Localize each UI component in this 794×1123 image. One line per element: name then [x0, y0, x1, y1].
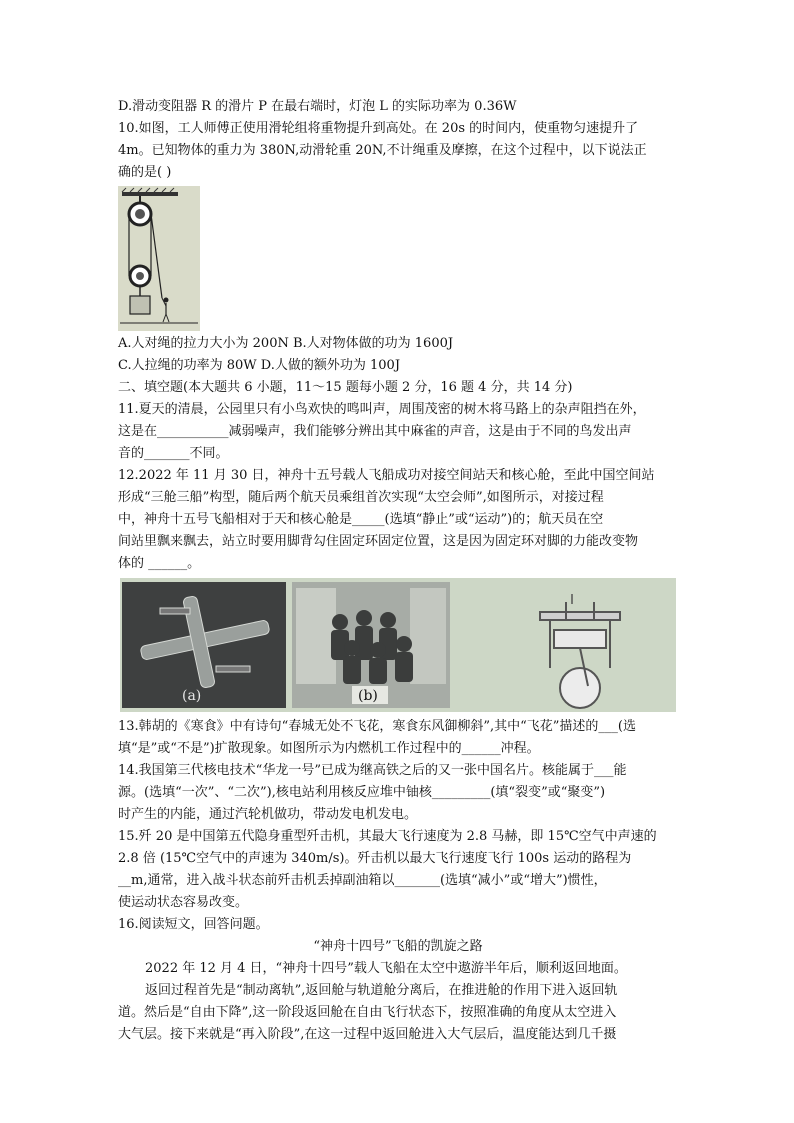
question-10-text: 10.如图，工人师傅正使用滑轮组将重物提升到高处。在 20s 的时间内，使重物匀速提升了 — [118, 121, 639, 136]
question-12-text-2: 形成“三舱三船”构型，随后两个航天员乘组首次实现“太空会师”,如图所示，对接过程 — [118, 490, 604, 505]
question-15-text-2: 2.8 倍 (15℃空气中的声速为 340m/s)。歼击机以最大飞行速度飞行 100s 运动的路程为 — [118, 851, 632, 866]
question-10-text-2: 4m。已知物体的重力为 380N,动滑轮重 20N,不计绳重及摩擦，在这个过程中，以下说法正 — [118, 143, 647, 158]
reading-paragraph-1: 2022 年 12 月 4 日，“神舟十四号”载人飞船在太空中遨游半年后，顺利返回地面。 — [145, 961, 627, 976]
section-2-heading: 二、填空题(本大题共 6 小题，11～15 题每小题 2 分，16 题 4 分，共 14 分) — [118, 380, 573, 395]
question-12-text-5: 体的 ______。 — [118, 556, 201, 571]
question-11-text-2: 这是在___________减弱噪声，我们能够分辨出其中麻雀的声音，这是由于不同的鸟发出声 — [118, 424, 632, 439]
question-10-text-3: 确的是( ) — [118, 165, 172, 180]
question-15-text: 15.歼 20 是中国第五代隐身重型歼击机，其最大飞行速度为 2.8 马赫，即 15℃空气中声速的 — [118, 829, 657, 844]
reading-paragraph-2-cont-2: 大气层。接下来就是“再入阶段”,在这一过程中返回舱进入大气层后，温度能达到几千摄 — [118, 1027, 617, 1042]
figure-strip — [120, 578, 676, 712]
question-14-text: 14.我国第三代核电技术“华龙一号”已成为继高铁之后的又一张中国名片。核能属于___能 — [118, 763, 627, 778]
question-15-text-3: __m,通常，进入战斗状态前歼击机丢掉副油箱以_______(选填“减小”或“增大”)惯性， — [118, 873, 607, 888]
question-16-text: 16.阅读短文，回答问题。 — [118, 917, 269, 932]
figure-b-label: (b) — [358, 688, 378, 704]
question-12-text-3: 中，神舟十五号飞船相对于天和核心舱是_____(选填“静止”或“运动”)的；航天员在空 — [118, 512, 604, 527]
reading-paragraph-2-cont: 道。然后是“自由下降”,这一阶段返回舱在自由飞行状态下，按照准确的角度从太空进入 — [118, 1005, 617, 1020]
question-14-text-2: 源。(选填“一次”、“二次”),核电站利用核反应堆中铀核_________(填“裂变”或“聚变”) — [118, 785, 606, 800]
question-14-text-3: 时产生的内能，通过汽轮机做功，带动发电机发电。 — [118, 807, 418, 822]
figure-a-label: (a) — [182, 688, 202, 704]
exam-page — [118, 96, 678, 1046]
question-10-options-cd: C.人拉绳的功率为 80W D.人做的额外功为 100J — [118, 358, 401, 373]
pulley-illustration — [118, 186, 200, 331]
reading-paragraph-2: 返回过程首先是“制动离轨”,返回舱与轨道舱分离后，在推进舱的作用下进入返回轨 — [145, 983, 618, 998]
question-11-text: 11.夏天的清晨，公园里只有小鸟欢快的鸣叫声，周围茂密的树木将马路上的杂声阻挡在外， — [118, 402, 646, 417]
pulley-figure — [118, 186, 200, 331]
question-13-text: 13.韩胡的《寒食》中有诗句“春城无处不飞花，寒食东风御柳斜”,其中“飞花”描述的___(选 — [118, 719, 636, 734]
question-11-text-3: 音的_______不同。 — [118, 446, 229, 461]
question-12-text-4: 间站里飘来飘去，站立时要用脚背勾住固定环固定位置，这是因为固定环对脚的力能改变物 — [118, 534, 639, 549]
option-d-line: D.滑动变阻器 R 的滑片 P 在最右端时，灯泡 L 的实际功率为 0.36W — [118, 99, 517, 114]
question-12-text: 12.2022 年 11 月 30 日，神舟十五号载人飞船成功对接空间站天和核心舱，至此中国空间站 — [118, 468, 655, 483]
question-13-text-2: 填“是”或“不是”)扩散现象。如图所示为内燃机工作过程中的______冲程。 — [118, 741, 540, 756]
question-10-options-ab: A.人对绳的拉力大小为 200N B.人对物体做的功为 1600J — [118, 336, 454, 351]
reading-title: “神舟十四号”飞船的凯旋之路 — [313, 939, 483, 954]
space-station-figures — [120, 578, 676, 712]
question-15-text-4: 使运动状态容易改变。 — [118, 895, 249, 910]
